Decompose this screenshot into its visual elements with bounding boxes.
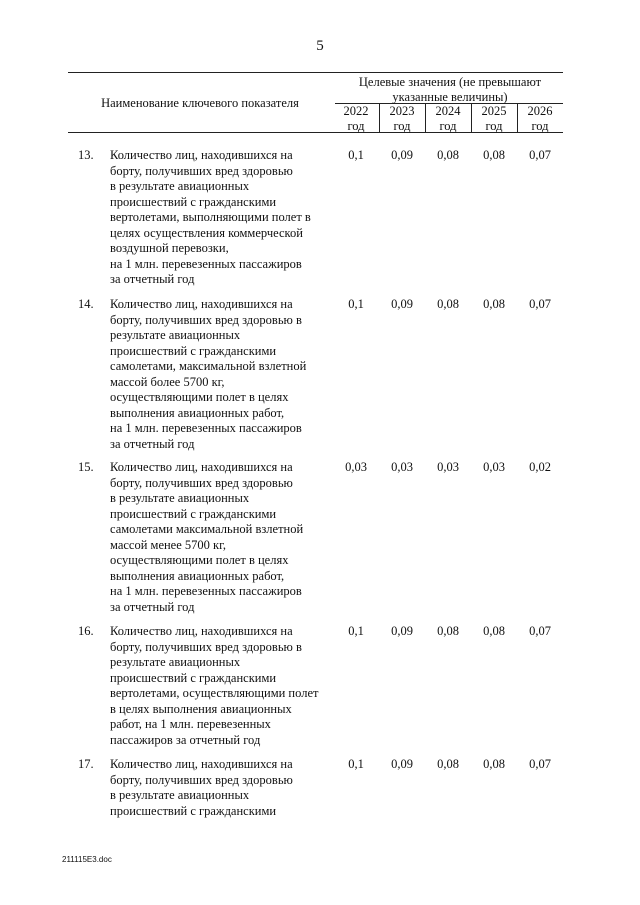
header-top-rule xyxy=(68,72,563,73)
row-number: 16. xyxy=(78,624,94,638)
footer-filename: 211115E3.doc xyxy=(62,855,112,864)
row-value-2025: 0,08 xyxy=(483,624,505,638)
row-value-2024: 0,08 xyxy=(437,148,459,162)
row-indicator-name: Количество лиц, находившихся на борту, получивших вред здоровью в результате авиационных происшествий с гражданскими xyxy=(110,757,293,818)
row-number: 17. xyxy=(78,757,94,771)
header-target-values xyxy=(335,75,565,105)
row-value-2025: 0,08 xyxy=(483,757,505,771)
year-label: 2026 xyxy=(527,104,553,118)
row-value-2023: 0,09 xyxy=(391,757,413,771)
row-value-2024: 0,08 xyxy=(437,757,459,771)
header-year-2024 xyxy=(425,104,471,134)
row-value-2025: 0,08 xyxy=(483,297,505,311)
row-indicator-name: Количество лиц, находившихся на борту, получивших вред здоровью в результате авиационных происшествий с гражданскими самолетами, максимальной взлетной массой более 5700 кг, осуществляющими полет в целях выполнения авиационных работ, на 1 млн. перевезенных пассажиров за отчетный год xyxy=(110,297,307,451)
row-value-2026: 0,07 xyxy=(529,148,551,162)
row-value-2026: 0,07 xyxy=(529,297,551,311)
year-label: 2023 xyxy=(389,104,415,118)
header-year-2025 xyxy=(471,104,517,134)
year-label: 2025 xyxy=(481,104,507,118)
row-value-2026: 0,07 xyxy=(529,624,551,638)
year-unit: год xyxy=(531,119,549,133)
header-target-line1: Целевые значения (не превышают xyxy=(358,75,542,89)
row-number: 15. xyxy=(78,460,94,474)
header-target-line2: указанные величины) xyxy=(392,90,508,104)
row-number: 14. xyxy=(78,297,94,311)
year-unit: год xyxy=(439,119,457,133)
row-value-2023: 0,03 xyxy=(391,460,413,474)
row-number: 13. xyxy=(78,148,94,162)
row-value-2024: 0,08 xyxy=(437,297,459,311)
row-value-2024: 0,03 xyxy=(437,460,459,474)
row-value-2022: 0,1 xyxy=(348,297,364,311)
row-value-2022: 0,1 xyxy=(348,148,364,162)
year-unit: год xyxy=(347,119,365,133)
row-value-2026: 0,07 xyxy=(529,757,551,771)
year-unit: год xyxy=(485,119,503,133)
row-value-2025: 0,08 xyxy=(483,148,505,162)
row-value-2025: 0,03 xyxy=(483,460,505,474)
row-value-2023: 0,09 xyxy=(391,148,413,162)
row-indicator-name: Количество лиц, находившихся на борту, получивших вред здоровью в результате авиационных происшествий с гражданскими вертолетами, осуществляющими полет в целях выполнения авиационных работ, на 1 млн. перевезенных пассажиров за отчетный год xyxy=(110,624,319,747)
row-value-2022: 0,1 xyxy=(348,624,364,638)
row-value-2026: 0,02 xyxy=(529,460,551,474)
header-year-2026 xyxy=(517,104,563,134)
row-value-2024: 0,08 xyxy=(437,624,459,638)
header-year-2023 xyxy=(379,104,425,134)
year-label: 2022 xyxy=(343,104,369,118)
row-value-2022: 0,03 xyxy=(345,460,367,474)
year-label: 2024 xyxy=(435,104,461,118)
page-number: 5 xyxy=(316,38,324,54)
header-year-2022 xyxy=(333,104,379,134)
header-name-column: Наименование ключевого показателя xyxy=(101,96,299,110)
row-value-2023: 0,09 xyxy=(391,297,413,311)
row-value-2022: 0,1 xyxy=(348,757,364,771)
row-indicator-name: Количество лиц, находившихся на борту, получивших вред здоровью в результате авиационных происшествий с гражданскими вертолетами, выполняющими полет в целях осуществления коммерческой воздушной перевозки, на 1 млн. перевезенных пассажиров за отчетный год xyxy=(110,148,311,286)
year-unit: год xyxy=(393,119,411,133)
row-value-2023: 0,09 xyxy=(391,624,413,638)
row-indicator-name: Количество лиц, находившихся на борту, получивших вред здоровью в результате авиационных происшествий с гражданскими самолетами максимальной взлетной массой менее 5700 кг, осуществляющими полет в целях выполнения авиационных работ, на 1 млн. перевезенных пассажиров за отчетный год xyxy=(110,460,304,614)
